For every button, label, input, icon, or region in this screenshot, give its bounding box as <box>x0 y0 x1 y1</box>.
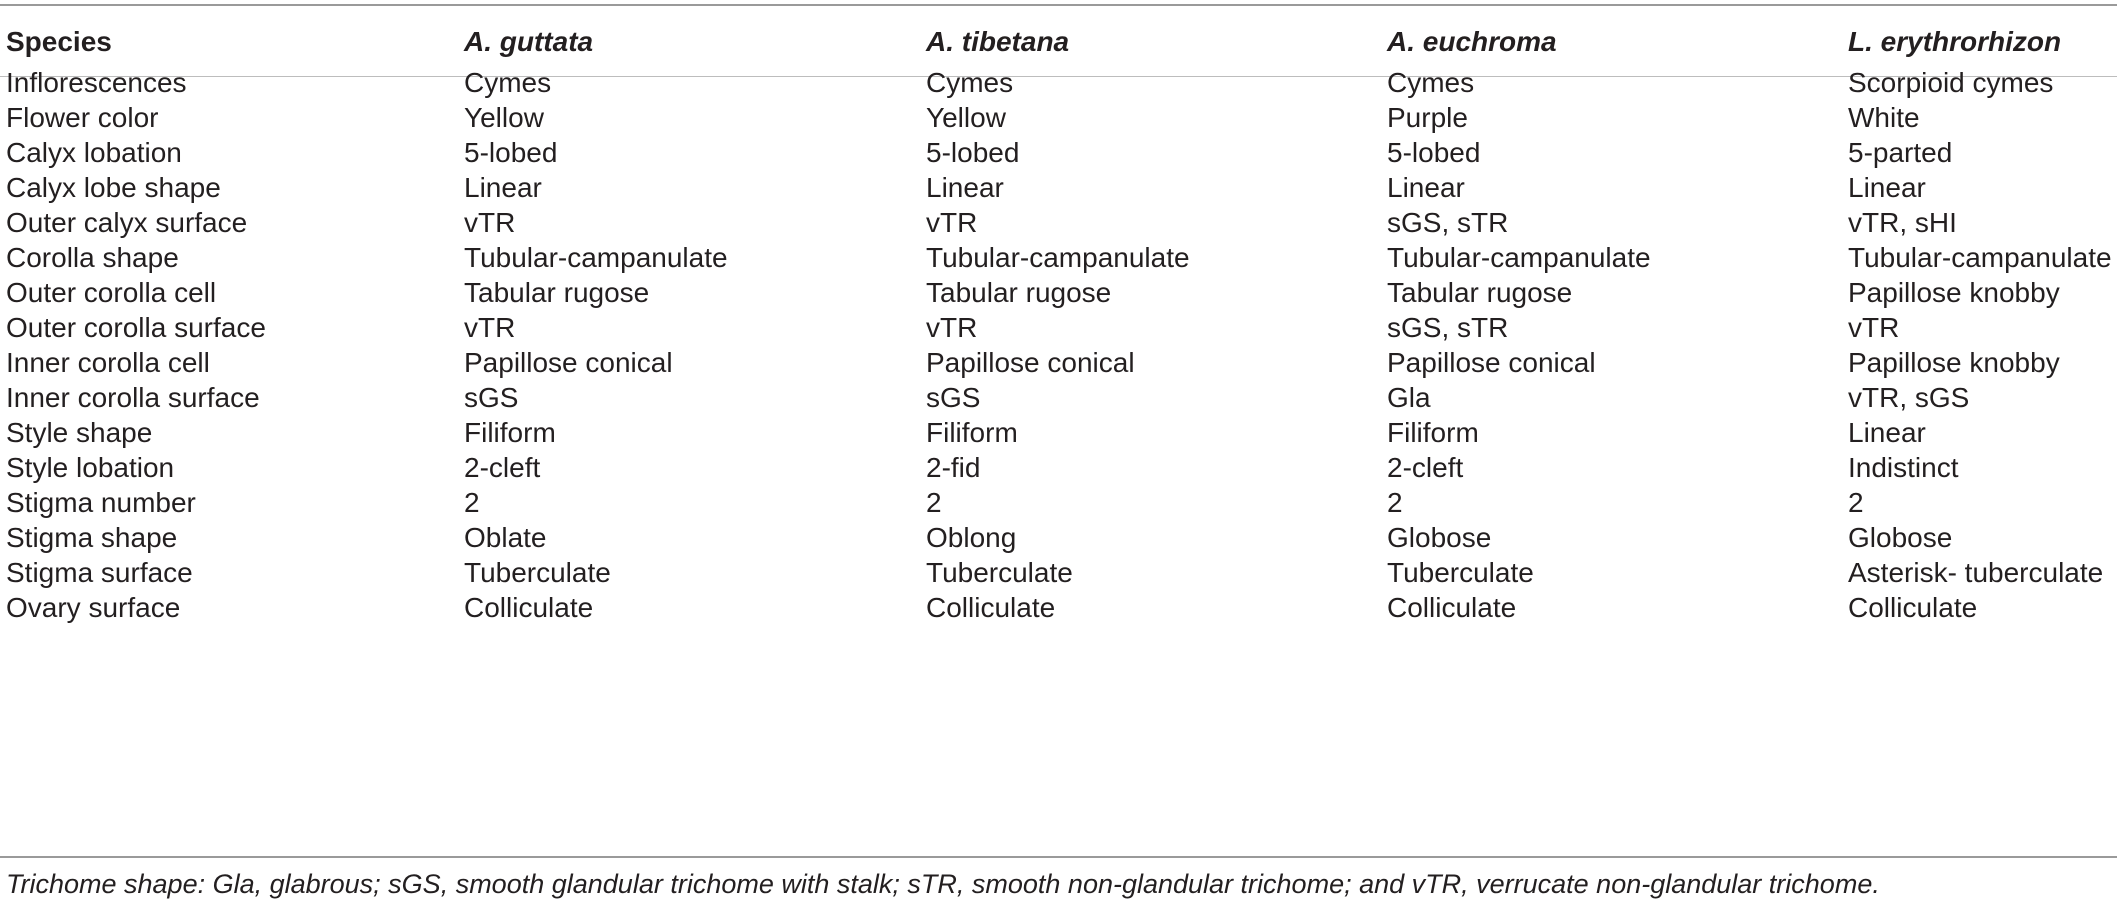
table-cell: Linear <box>1848 417 1926 448</box>
row-label: Corolla shape <box>6 242 179 273</box>
table-cell: vTR, sHI <box>1848 207 1957 238</box>
table-cell: Papillose conical <box>1387 347 1596 378</box>
table-cell: Indistinct <box>1848 452 1959 483</box>
table-cell: Filiform <box>1387 417 1479 448</box>
table-cell: sGS, sTR <box>1387 207 1509 238</box>
header-a-euchroma: A. euchroma <box>1387 26 1557 57</box>
row-label: Stigma shape <box>6 522 178 553</box>
table-cell: Oblong <box>926 522 1017 553</box>
table-cell: Scorpioid cymes <box>1848 67 2054 98</box>
row-label: Outer calyx surface <box>6 207 248 238</box>
header-a-guttata: A. guttata <box>464 26 594 57</box>
table-cell: Yellow <box>464 102 544 133</box>
table-cell: Papillose knobby <box>1848 347 2060 378</box>
header-l-erythrorhizon: L. erythrorhizon <box>1848 26 2062 57</box>
table-cell: Tabular rugose <box>464 277 650 308</box>
table-cell: vTR <box>1848 312 1900 343</box>
table-cell: 5-parted <box>1848 137 1953 168</box>
table-cell: Tuberculate <box>926 557 1073 588</box>
table-cell: sGS, sTR <box>1387 312 1509 343</box>
table-cell: Tubular-campanulate <box>1387 242 1651 273</box>
table-cell: vTR <box>464 207 516 238</box>
table-cell: Tabular rugose <box>926 277 1112 308</box>
table-bottom-rule <box>0 856 2117 858</box>
table-cell: 5-lobed <box>464 137 558 168</box>
table-cell: White <box>1848 102 1920 133</box>
row-label: Style lobation <box>6 452 175 483</box>
table-cell: Tuberculate <box>1387 557 1534 588</box>
table-cell: Tabular rugose <box>1387 277 1573 308</box>
table-cell: Colliculate <box>464 592 594 623</box>
table-cell: Cymes <box>1387 67 1475 98</box>
row-label: Inflorescences <box>6 67 187 98</box>
table-cell: vTR <box>464 312 516 343</box>
table-cell: 2 <box>1848 487 1864 518</box>
table-cell: 2-fid <box>926 452 981 483</box>
table-cell: Linear <box>926 172 1004 203</box>
table-cell: Cymes <box>464 67 552 98</box>
row-label: Calyx lobe shape <box>6 172 221 203</box>
table-cell: 2 <box>1387 487 1403 518</box>
table-cell: sGS <box>926 382 981 413</box>
table-cell: Colliculate <box>1387 592 1517 623</box>
table-cell: Oblate <box>464 522 547 553</box>
row-label: Outer corolla surface <box>6 312 266 343</box>
table-cell: Linear <box>1387 172 1465 203</box>
table-cell: Filiform <box>464 417 556 448</box>
table-cell: Yellow <box>926 102 1006 133</box>
table-cell: Colliculate <box>926 592 1056 623</box>
table-cell: Tubular-campanulate <box>1848 242 2112 273</box>
table-cell: Asterisk- tuberculate <box>1848 557 2104 588</box>
table-header-row <box>0 18 2117 65</box>
header-species: Species <box>6 26 112 57</box>
table-cell: Cymes <box>926 67 1014 98</box>
table-footnote: Trichome shape: Gla, glabrous; sGS, smooth glandular trichome with stalk; sTR, smooth non-glandular trichome; and vTR, verrucate non-glandular trichome. <box>6 869 1880 899</box>
row-label: Stigma surface <box>6 557 193 588</box>
table-cell: Papillose knobby <box>1848 277 2060 308</box>
table-cell: vTR <box>926 312 978 343</box>
row-label: Stigma number <box>6 487 196 518</box>
table-top-rule <box>0 4 2117 6</box>
table-cell: 2-cleft <box>1387 452 1464 483</box>
table-cell: 2 <box>926 487 942 518</box>
table-cell: sGS <box>464 382 519 413</box>
table-cell: Globose <box>1387 522 1492 553</box>
table-cell: Papillose conical <box>464 347 673 378</box>
table-cell: Gla <box>1387 382 1431 413</box>
row-label: Inner corolla cell <box>6 347 210 378</box>
table-cell: Filiform <box>926 417 1018 448</box>
row-label: Flower color <box>6 102 159 133</box>
table-cell: Tubular-campanulate <box>464 242 728 273</box>
table-cell: Linear <box>1848 172 1926 203</box>
row-label: Ovary surface <box>6 592 181 623</box>
row-label: Calyx lobation <box>6 137 182 168</box>
row-label: Style shape <box>6 417 153 448</box>
table-cell: 2-cleft <box>464 452 541 483</box>
table-cell: 5-lobed <box>1387 137 1481 168</box>
table-cell: 2 <box>464 487 480 518</box>
table-cell: vTR <box>926 207 978 238</box>
table-cell: Globose <box>1848 522 1953 553</box>
row-label: Inner corolla surface <box>6 382 260 413</box>
table-cell: Tubular-campanulate <box>926 242 1190 273</box>
table-cell: vTR, sGS <box>1848 382 1970 413</box>
table-cell: Tuberculate <box>464 557 611 588</box>
table-cell: Purple <box>1387 102 1468 133</box>
row-label: Outer corolla cell <box>6 277 217 308</box>
table-cell: 5-lobed <box>926 137 1020 168</box>
table-cell: Linear <box>464 172 542 203</box>
header-a-tibetana: A. tibetana <box>926 26 1070 57</box>
table-row <box>0 584 2117 631</box>
table-cell: Colliculate <box>1848 592 1978 623</box>
table-cell: Papillose conical <box>926 347 1135 378</box>
